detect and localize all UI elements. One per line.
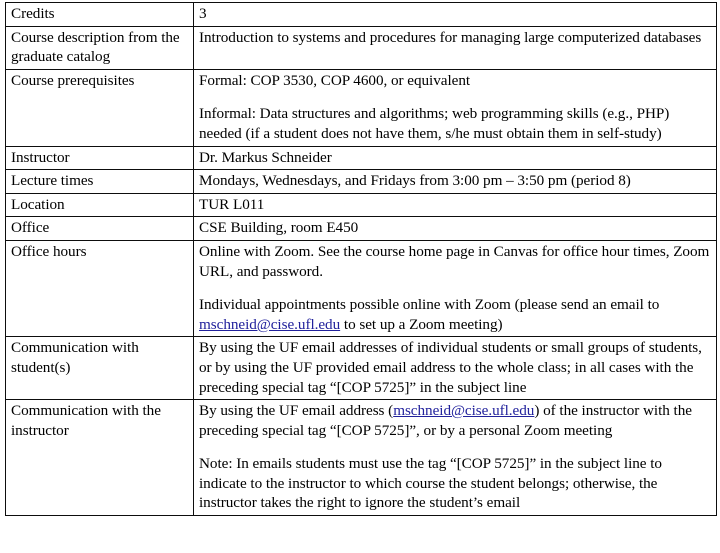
text-run: Note: In emails students must use the tag “[COP 5725]” in the subject line to indicate to the instructor to which course the student belongs; otherwise, the instructor takes the right to ignore the student’s email <box>199 455 662 512</box>
value-paragraph <box>199 148 711 168</box>
table-row <box>6 146 717 170</box>
row-value-cell <box>194 170 717 194</box>
value-paragraph <box>199 104 711 143</box>
text-run: Introduction to systems and procedures for managing large computerized databases <box>199 28 702 46</box>
table-row <box>6 217 717 241</box>
value-paragraph <box>199 28 711 48</box>
row-label-cell: Credits <box>6 3 194 27</box>
value-paragraph <box>199 195 711 215</box>
text-run: Mondays, Wednesdays, and Fridays from 3:00 pm – 3:50 pm (period 8) <box>199 172 631 190</box>
row-label-cell: Communication with student(s) <box>6 337 194 400</box>
text-run: By using the UF email address ( <box>199 402 394 420</box>
row-value-cell <box>194 337 717 400</box>
text-run: Dr. Markus Schneider <box>199 148 332 166</box>
row-label-cell: Course description from the graduate catalog <box>6 26 194 69</box>
row-value-cell <box>194 69 717 146</box>
text-run: Informal: Data structures and algorithms; web programming skills (e.g., PHP) needed (if a student does not have them, s/he must obtain them in self-study) <box>199 105 670 142</box>
table-row <box>6 26 717 69</box>
email-link[interactable]: mschneid@cise.ufl.edu <box>199 315 341 333</box>
row-label-cell: Location <box>6 193 194 217</box>
table-row <box>6 240 717 336</box>
table-row <box>6 3 717 27</box>
text-run: ) of the instructor with the preceding special tag “[COP 5725]”, or by a personal Zoom meeting <box>199 402 692 439</box>
text-run: CSE Building, room E450 <box>199 219 359 237</box>
value-paragraph <box>199 218 711 238</box>
syllabus-table <box>5 2 717 516</box>
value-paragraph <box>199 401 711 440</box>
row-label-cell: Communication with the instructor <box>6 400 194 516</box>
row-value-cell <box>194 146 717 170</box>
table-row <box>6 400 717 516</box>
table-row <box>6 193 717 217</box>
row-label-cell: Office hours <box>6 240 194 336</box>
email-link[interactable]: mschneid@cise.ufl.edu <box>393 402 535 420</box>
row-value-cell <box>194 26 717 69</box>
text-run: TUR L011 <box>199 195 265 213</box>
text-run: to set up a Zoom meeting) <box>340 315 503 333</box>
text-run: Individual appointments possible online with Zoom (please send an email to <box>199 296 660 314</box>
value-paragraph <box>199 338 711 397</box>
row-value-cell <box>194 400 717 516</box>
table-row <box>6 337 717 400</box>
value-paragraph <box>199 295 711 334</box>
row-value-cell <box>194 240 717 336</box>
row-label-cell: Instructor <box>6 146 194 170</box>
text-run: By using the UF email addresses of individual students or small groups of students, or by using the UF provided email address to the whole class; in all cases with the preceding special tag “[COP 5725]” in the subject line <box>199 339 702 396</box>
text-run: Formal: COP 3530, COP 4600, or equivalent <box>199 71 471 89</box>
row-label-cell: Course prerequisites <box>6 69 194 146</box>
text-run: Online with Zoom. See the course home page in Canvas for office hour times, Zoom URL, and password. <box>199 242 710 280</box>
row-value-cell <box>194 3 717 27</box>
value-paragraph <box>199 171 711 191</box>
value-paragraph <box>199 71 711 91</box>
value-paragraph <box>199 4 711 24</box>
row-label-cell: Lecture times <box>6 170 194 194</box>
value-paragraph <box>199 454 711 513</box>
text-run: 3 <box>199 5 207 22</box>
value-paragraph <box>199 242 711 281</box>
row-label-cell: Office <box>6 217 194 241</box>
table-row <box>6 69 717 146</box>
syllabus-table-body <box>6 3 717 516</box>
row-value-cell <box>194 217 717 241</box>
row-value-cell <box>194 193 717 217</box>
table-row <box>6 170 717 194</box>
